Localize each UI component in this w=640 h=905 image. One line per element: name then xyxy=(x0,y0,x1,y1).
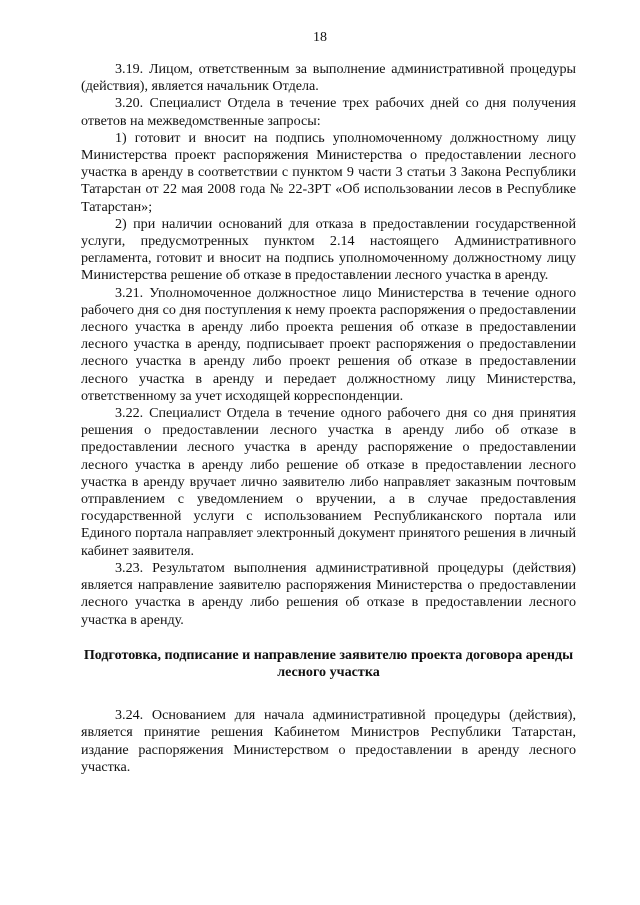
paragraph-3-19: 3.19. Лицом, ответственным за выполнение административной процедуры (действия), является начальник Отдела. xyxy=(81,61,576,95)
paragraph-3-20: 3.20. Специалист Отдела в течение трех рабочих дней со дня получения ответов на межведомственные запросы: xyxy=(81,95,576,129)
section-heading: Подготовка, подписание и направление заявителю проекта договора аренды лесного участка xyxy=(83,646,574,680)
document-body xyxy=(81,61,576,776)
paragraph-3-20-item-1: 1) готовит и вносит на подпись уполномоченному должностному лицу Министерства проект распоряжения Министерства о предоставлении лесного участка в аренду в соответствии с пунктом 9 части 3 статьи 3 Закона Республики Татарстан от 22 мая 2008 года № 22-ЗРТ «Об использовании лесов в Республике Татарстан»; xyxy=(81,129,576,215)
paragraph-3-24: 3.24. Основанием для начала административной процедуры (действия), является принятие решения Кабинетом Министров Республики Татарстан, издание распоряжения Министерством о предоставлении в аренду лесного участка. xyxy=(81,707,576,775)
paragraph-3-21: 3.21. Уполномоченное должностное лицо Министерства в течение одного рабочего дня со дня поступления к нему проекта распоряжения о предоставлении лесного участка в аренду либо проекта решения об отказе в предоставлении лесного участка в аренду, подписывает проект распоряжения о предоставлении лесного участка в аренду либо проект решения об отказе в предоставлении лесного участка в аренду и передает должностному лицу Министерства, ответственному за учет исходящей корреспонденции. xyxy=(81,284,576,404)
paragraph-3-20-item-2: 2) при наличии оснований для отказа в предоставлении государственной услуги, предусмотренных пунктом 2.14 настоящего Административного регламента, готовит и вносит на подпись уполномоченному должностному лицу Министерства решение об отказе в предоставлении лесного участка в аренду. xyxy=(81,215,576,284)
page-number: 18 xyxy=(313,30,327,45)
paragraph-3-23: 3.23. Результатом выполнения административной процедуры (действия) является направление заявителю распоряжения Министерства о предоставлении лесного участка в аренду либо решения об отказе в предоставлении лесного участка в аренду. xyxy=(81,559,576,628)
paragraph-3-22: 3.22. Специалист Отдела в течение одного рабочего дня со дня принятия решения о предоставлении лесного участка в аренду либо об отказе в предоставлении лесного участка в аренду распоряжение о предоставлении лесного участка в аренду либо решение об отказе в предоставлении лесного участка в аренду вручает лично заявителю либо направляет заказным почтовым отправлением с уведомлением о вручении, а в случае предоставления государственной услуги с использованием Республиканского портала или Единого портала направляет электронный документ принятого решения в личный кабинет заявителя. xyxy=(81,405,576,559)
